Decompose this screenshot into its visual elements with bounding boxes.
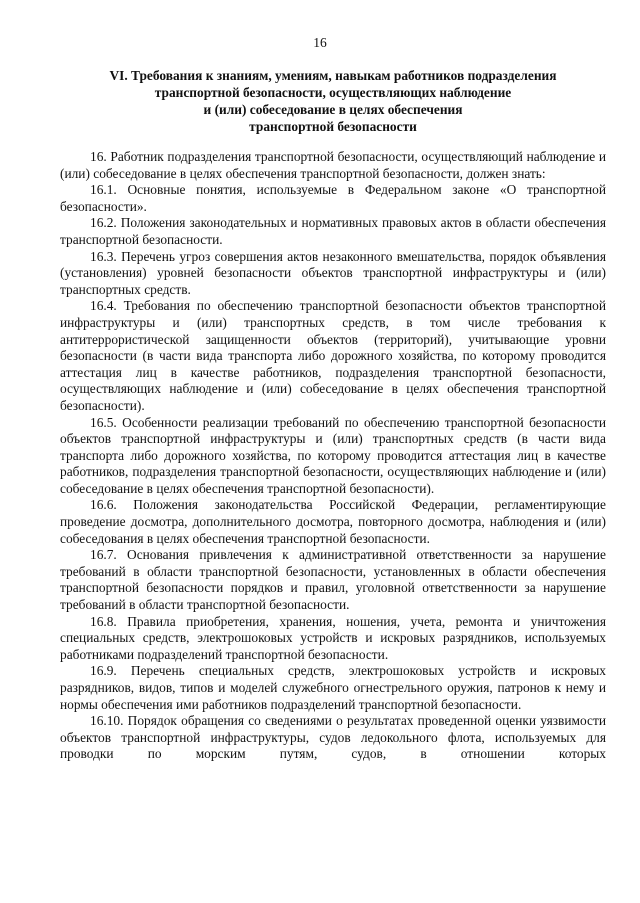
paragraph-16-1: 16.1. Основные понятия, используемые в Федеральном законе «О транспортной безопасности». — [60, 182, 606, 214]
document-body — [60, 149, 606, 763]
paragraph-16-3: 16.3. Перечень угроз совершения актов незаконного вмешательства, порядок объявления (установления) уровней безопасности объектов транспортной инфраструктуры и (или) транспортных средств. — [60, 248, 606, 297]
heading-line: и (или) собеседование в целях обеспечения — [203, 102, 463, 117]
paragraph-16-7: 16.7. Основания привлечения к административной ответственности за нарушение требований в области транспортной безопасности, установленных в области обеспечения транспортной безопасности порядков и правил, уголовной ответственности за нарушение требований в области транспортной безопасности. — [60, 547, 606, 613]
paragraph-16-8: 16.8. Правила приобретения, хранения, ношения, учета, ремонта и уничтожения специальных средств, электрошоковых устройств и искровых разрядников, используемых работниками подразделений транспортной безопасности. — [60, 613, 606, 662]
page-number: 16 — [313, 35, 327, 50]
section-heading — [60, 67, 606, 135]
heading-line: транспортной безопасности, осуществляющих наблюдение — [154, 85, 512, 100]
paragraph-16-9: 16.9. Перечень специальных средств, электрошоковых устройств и искровых разрядников, видов, типов и моделей служебного огнестрельного оружия, патронов к нему и нормы обеспечения ими работников подразделений транспортной безопасности. — [60, 663, 606, 712]
paragraph-16-10: 16.10. Порядок обращения со сведениями о результатах проведенной оценки уязвимости объектов транспортной инфраструктуры, судов ледокольного флота, используемых для проводки по морским путям, судов, в отношении которых — [60, 713, 606, 762]
paragraph-16-5: 16.5. Особенности реализации требований по обеспечению транспортной безопасности объектов транспортной инфраструктуры и (или) транспортных средств (в части вида транспорта либо дорожного хозяйства, по которому проводится аттестация лиц в качестве работников, подразделения транспортной безопасности, осуществляющих наблюдение и (или) собеседование в целях обеспечения транспортной безопасности). — [60, 414, 606, 496]
heading-line: транспортной безопасности — [249, 119, 417, 134]
heading-line: VI. Требования к знаниям, умениям, навыкам работников подразделения — [109, 68, 557, 83]
paragraph-16-6: 16.6. Положения законодательства Российской Федерации, регламентирующие проведение досмотра, дополнительного досмотра, повторного досмотра, наблюдения и (или) собеседования в целях обеспечения транспортной безопасности. — [60, 497, 606, 546]
paragraph-16: 16. Работник подразделения транспортной безопасности, осуществляющий наблюдение и (или) собеседование в целях обеспечения транспортной безопасности, должен знать: — [60, 149, 606, 181]
paragraph-16-4: 16.4. Требования по обеспечению транспортной безопасности объектов транспортной инфраструктуры и (или) транспортных средств, в том числе требования к антитеррористической защищенности объектов (территорий), учитывающие уровни безопасности (в части вида транспорта либо дорожного хозяйства, по которому проводится аттестация лиц в качестве работников, подразделения транспортной безопасности, осуществляющих наблюдение и (или) собеседование в целях обеспечения транспортной безопасности). — [60, 298, 606, 413]
paragraph-16-2: 16.2. Положения законодательных и нормативных правовых актов в области обеспечения транспортной безопасности. — [60, 215, 606, 247]
